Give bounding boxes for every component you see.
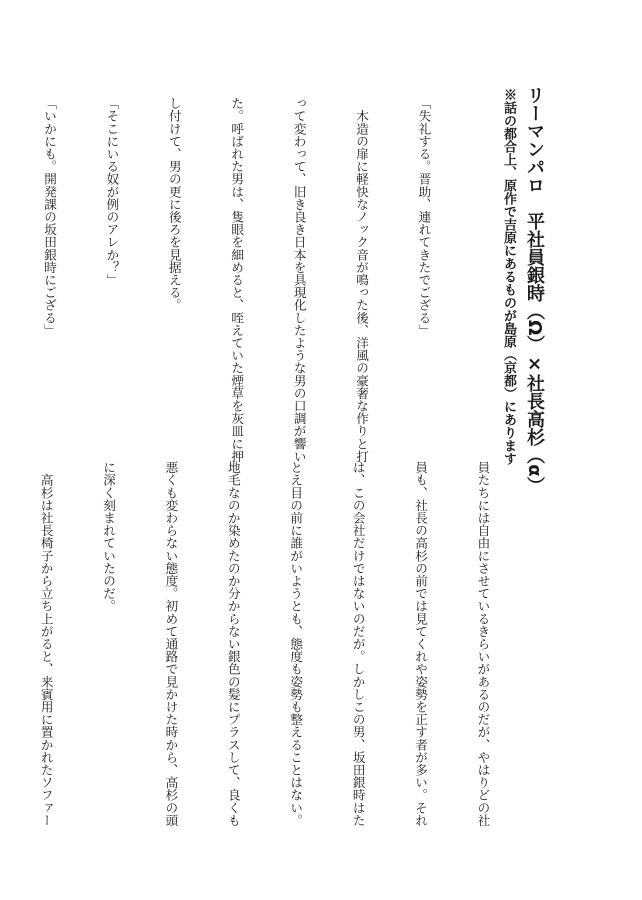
text-line: し付けて、男の更に後ろを見据える。 xyxy=(166,97,182,312)
text-line: とえ目の前に誰がいようとも、態度も姿勢も整えることはない。 xyxy=(288,461,304,827)
text-line: 員も、社長の高杉の前では見てくれや姿勢を正す者が多い。それ xyxy=(413,461,429,827)
body-text-bottom xyxy=(38,461,534,827)
text-line: って変わって、旧き良き日本を具現化したような男の口調が響い xyxy=(291,97,307,463)
text-line: た。呼ばれた男は、隻眼を細めると、咥えていた煙草を灰皿に押 xyxy=(229,97,245,463)
text-line: 「失礼する。晋助、連れてきたでござる」 xyxy=(416,97,432,337)
text-line: 悪くも変わらない態度。初めて通路で見かけた時から、高杉の頭 xyxy=(163,461,179,827)
text-line: 地毛なのか染めたのか分からない銀色の髪にプラスして、良くも xyxy=(225,461,241,827)
text-line: 「そこにいる奴が例のアレか？」 xyxy=(104,97,120,286)
text-line: は、この会社だけではないのだが。しかしこの男、坂田銀時はた xyxy=(350,461,366,827)
document-note: ※話の都合上、原作で吉原にあるものが島原（京都）にあります xyxy=(501,88,516,465)
text-line: 高杉は社長椅子から立ち上がると、来賓用に置かれたソファー xyxy=(38,461,54,827)
document-title: リーマンパロ 平社員銀時（Ω）×社長高杉（α） xyxy=(524,86,545,495)
text-line: 「いかにも。開発課の坂田銀時にござる」 xyxy=(42,97,58,337)
text-line: 員たちには自由にさせているきらいがあるのだが、やはりどの社 xyxy=(475,461,491,827)
body-text-top xyxy=(42,97,475,463)
text-line: 木造の扉に軽快なノック音が鳴った後、洋風の豪奢な作りと打 xyxy=(354,97,370,463)
text-line: に深く刻まれていたのだ。 xyxy=(101,461,117,613)
